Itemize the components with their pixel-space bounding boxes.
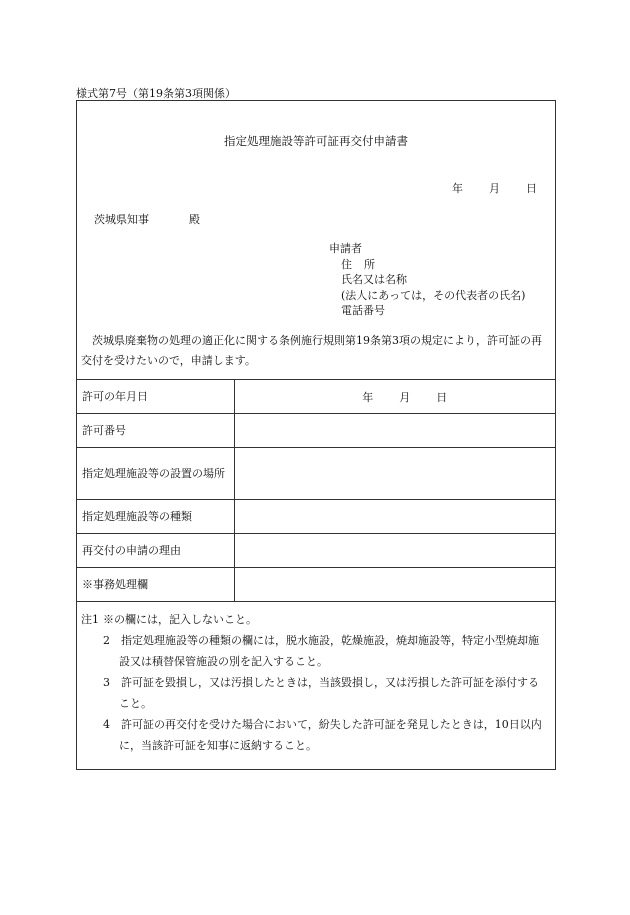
notes-section: [81, 609, 549, 756]
note-text: ※の欄には，記入しないこと。: [103, 613, 257, 626]
note-number: 3: [103, 676, 110, 689]
note-text: 指定処理施設等の種類の欄には，脱水施設，乾燥施設，焼却施設等，特定小型焼却施設又は積替保管施設の別を記入すること。: [119, 634, 539, 668]
note-text: 許可証の再交付を受けた場合において，紛失した許可証を発見したときは，10日以内に，当該許可証を知事に返納すること。: [119, 718, 542, 752]
form-title: 指定処理施設等許可証再交付申請書: [224, 134, 408, 148]
reissue-reason-field[interactable]: [234, 534, 555, 568]
facility-type-label: 指定処理施設等の種類: [77, 500, 234, 534]
application-details-table: [77, 379, 555, 602]
addressee: [94, 211, 200, 227]
reissue-reason-label: 再交付の申請の理由: [77, 534, 234, 568]
note-item: [81, 630, 549, 672]
addressee-honorific: 殿: [189, 213, 200, 226]
note-number: 4: [103, 718, 110, 731]
date-month: 月: [489, 182, 500, 195]
application-date: [452, 180, 537, 196]
permit-date-field[interactable]: 年 月 日: [234, 380, 555, 414]
table-row: [77, 568, 555, 602]
form-number-label: 様式第7号（第19条第3項関係）: [76, 87, 236, 100]
table-row: [77, 448, 555, 500]
applicant-block: [329, 241, 525, 319]
table-row: [77, 534, 555, 568]
application-form: [76, 100, 556, 770]
facility-type-field[interactable]: [234, 500, 555, 534]
office-use-label: ※事務処理欄: [77, 568, 234, 602]
applicant-heading: 申請者: [329, 242, 362, 255]
table-row: [77, 380, 555, 414]
permit-number-field[interactable]: [234, 414, 555, 448]
applicant-name-label: 氏名又は名称: [341, 273, 407, 286]
table-row: [77, 414, 555, 448]
note-text: 許可証を毀損し，又は汚損したときは，当該毀損し，又は汚損した許可証を添付すること。: [119, 676, 539, 710]
applicant-phone-label: 電話番号: [341, 304, 385, 317]
facility-location-field[interactable]: [234, 448, 555, 500]
date-day: 日: [526, 182, 537, 195]
note-number: 2: [103, 634, 110, 647]
table-row: [77, 500, 555, 534]
permit-number-label: 許可番号: [77, 414, 234, 448]
date-year: 年: [452, 182, 463, 195]
note-item: [81, 714, 549, 756]
facility-location-label: 指定処理施設等の設置の場所: [77, 448, 234, 500]
note-number: 注1: [81, 613, 99, 626]
note-item: [81, 609, 549, 630]
office-use-field: [234, 568, 555, 602]
applicant-address-label: 住 所: [341, 257, 375, 271]
permit-date-label: 許可の年月日: [77, 380, 234, 414]
application-statement: 茨城県廃棄物の処理の適正化に関する条例施行規則第19条第3項の規定により，許可証の再交付を受けたいので，申請します。: [81, 334, 542, 367]
applicant-representative-note: (法人にあっては，その代表者の氏名): [341, 288, 526, 302]
note-item: [81, 672, 549, 714]
addressee-name: 茨城県知事: [94, 213, 149, 226]
